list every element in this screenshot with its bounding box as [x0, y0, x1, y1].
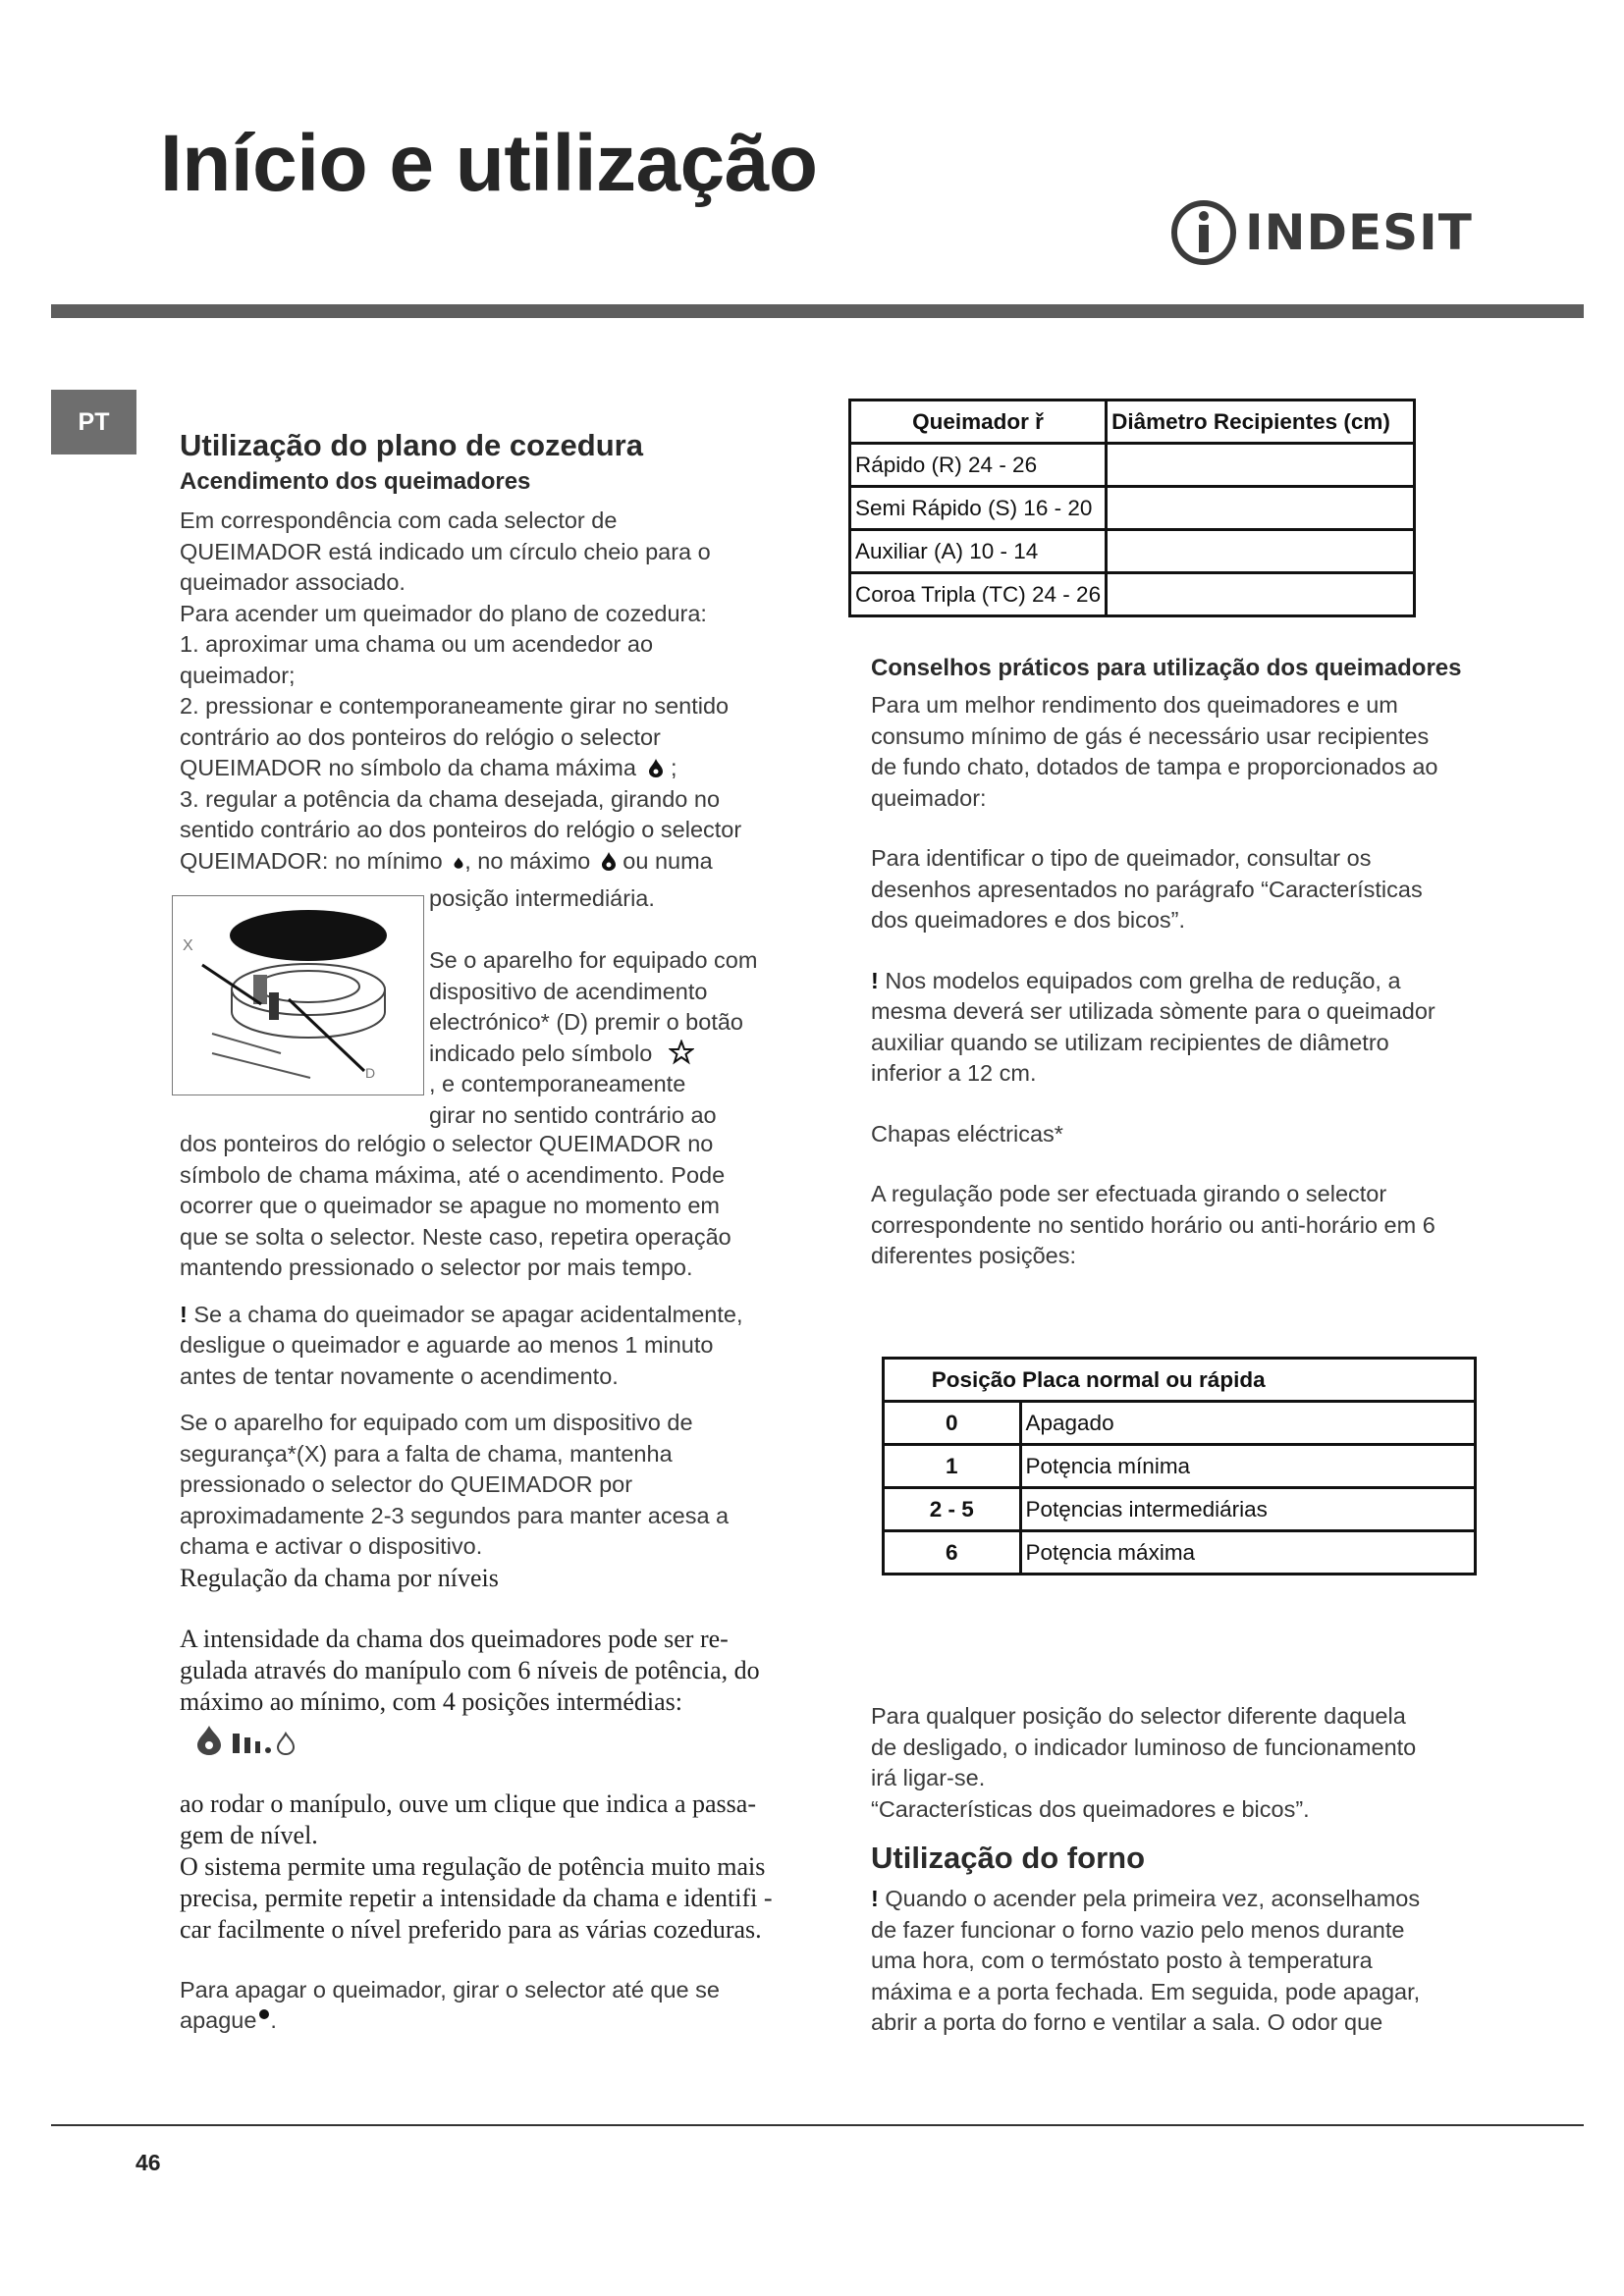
safety-line: pressionado o selector do QUEIMADOR por: [180, 1471, 633, 1497]
table-cell-empty: [1107, 530, 1415, 573]
oven-title: Utilização do forno: [871, 1841, 1145, 1875]
table-row: [850, 487, 1415, 530]
indicator-line: irá ligar-se.: [871, 1765, 986, 1790]
off-line: [180, 2005, 808, 2037]
step2-end-line: [180, 753, 808, 784]
brand-logo: [1168, 192, 1473, 271]
oven-line: uma hora, com o termóstato posto à temperatura: [871, 1948, 1373, 1973]
advice-line: de fundo chato, dotados de tampa e proporcionados ao: [871, 754, 1438, 779]
regulation-line-2: ao rodar o manípulo, ouve um clique que indica a passa-: [180, 1789, 756, 1818]
step3-min-text: QUEIMADOR: no mínimo: [180, 847, 443, 874]
table-row: [884, 1531, 1476, 1575]
regulation-line-2: O sistema permite uma regulação de potência muito mais: [180, 1851, 766, 1881]
identify-line: Para identificar o tipo de queimador, consultar os: [871, 845, 1372, 871]
table-cell-empty: [1107, 444, 1415, 487]
figure-text-line-icon: [429, 1039, 822, 1070]
page-number: 46: [135, 2150, 161, 2175]
safety-line: segurança*(X) para a falta de chama, mantenha: [180, 1440, 673, 1467]
step2-end-text: QUEIMADOR no símbolo da chama máxima: [180, 755, 636, 780]
off-text: apague: [180, 2007, 257, 2033]
figure-label-d: D: [365, 1065, 376, 1081]
section-title-hob: Utilização do plano de cozedura: [180, 428, 643, 462]
step3-or-text: ou numa: [623, 847, 713, 874]
grill-warning-line: inferior a 12 cm.: [871, 1060, 1037, 1086]
footer-rule: [51, 2124, 1584, 2126]
step2-semicolon: ;: [671, 755, 677, 780]
position-cell: 0: [884, 1402, 1021, 1445]
step3-max-text: , no máximo: [464, 847, 591, 874]
warning-mark-3: !: [871, 1886, 879, 1911]
indicator-line: de desligado, o indicador luminoso de funcionamento: [871, 1734, 1417, 1760]
max-flame-icon-2: [601, 851, 617, 871]
header-rule: [51, 304, 1584, 318]
advice-title: Conselhos práticos para utilização dos queimadores: [871, 655, 1462, 681]
intro-line: Para acender um queimador do plano de cozedura:: [180, 600, 707, 626]
oven-line: de fazer funcionar o forno vazio pelo menos durante: [871, 1916, 1405, 1943]
regulation-line-2: precisa, permite repetir a intensidade da chama e identifi -: [180, 1883, 773, 1912]
advice-line: queimador:: [871, 784, 987, 811]
step3-line: 3. regular a potência da chama desejada, girando no: [180, 785, 721, 812]
table-row: [850, 573, 1415, 616]
regulation-line: gulada através do manípulo com 6 níveis de potência, do: [180, 1655, 760, 1684]
burner-illustration-icon: [173, 896, 423, 1095]
identify-line: dos queimadores e dos bicos”.: [871, 907, 1186, 933]
page-title: Início e utilização: [160, 119, 818, 208]
figure-label-x: X: [183, 937, 193, 954]
off-dot-icon: [258, 2008, 270, 2020]
regulation-line-2: car facilmente o nível preferido para as várias cozeduras.: [180, 1914, 762, 1944]
off-period: .: [270, 2007, 277, 2033]
figure-text-line: dispositivo de acendimento: [429, 978, 708, 1004]
figure-text-symbol-label: indicado pelo símbolo: [429, 1040, 653, 1066]
burner-diameter-table: [848, 399, 1416, 617]
oven-line: abrir a porta do forno e ventilar a sala. O odor que: [871, 2009, 1383, 2035]
hotplate-regulation-line: A regulação pode ser efectuada girando o selector: [871, 1181, 1387, 1206]
regulation-line-2: gem de nível.: [180, 1820, 318, 1849]
body-line: que se solta o selector. Neste caso, repetira operação: [180, 1223, 731, 1250]
table-header-cell: Placa normal ou rápida: [1020, 1359, 1476, 1402]
step3-levels-line: [180, 846, 808, 878]
table-cell: Rápido (R) 24 - 26: [850, 444, 1107, 487]
body-line: ocorrer que o queimador se apague no momento em: [180, 1193, 720, 1218]
min-flame-icon: [453, 854, 464, 870]
warning-line: antes de tentar novamente o acendimento.: [180, 1362, 619, 1389]
warning-line: [180, 1300, 808, 1331]
burner-ignition-figure: [172, 895, 424, 1095]
spark-star-icon: [669, 1040, 694, 1065]
step3-line: sentido contrário ao dos ponteiros do relógio o selector: [180, 817, 742, 842]
hotplate-regulation-line: diferentes posições:: [871, 1243, 1077, 1268]
table-cell-empty: [1107, 573, 1415, 616]
grill-warning-text: Nos modelos equipados com grelha de redução, a: [878, 967, 1401, 993]
table-row: [884, 1402, 1476, 1445]
intro-line: contrário ao dos ponteiros do relógio o selector: [180, 723, 661, 750]
grill-warning-line: [871, 966, 1509, 997]
figure-text-line: electrónico* (D) premir o botão: [429, 1009, 743, 1035]
grill-warning-line: mesma deverá ser utilizada sòmente para o queimador: [871, 998, 1435, 1024]
table-cell-empty: [1107, 487, 1415, 530]
intro-line: 1. aproximar uma chama ou um acendedor ao: [180, 631, 654, 657]
table-row: [884, 1488, 1476, 1531]
table-row: [884, 1445, 1476, 1488]
body-line: dos ponteiros do relógio o selector QUEIMADOR no: [180, 1131, 714, 1156]
safety-line: chama e activar o dispositivo.: [180, 1533, 483, 1559]
table-cell: Auxiliar (A) 10 - 14: [850, 530, 1107, 573]
intro-line: queimador;: [180, 662, 296, 688]
hotplates-label: Chapas eléctricas*: [871, 1120, 1063, 1147]
figure-text-line: , e contemporaneamente: [429, 1071, 686, 1096]
advice-line: consumo mínimo de gás é necessário usar recipientes: [871, 722, 1430, 749]
oven-text: Quando o acender pela primeira vez, aconselhamos: [878, 1886, 1421, 1911]
figure-text-line: Se o aparelho for equipado com: [429, 947, 758, 973]
oven-line: [871, 1884, 1509, 1915]
table-row: [850, 530, 1415, 573]
max-flame-icon: [648, 758, 664, 777]
intro-line: 2. pressionar e contemporaneamente girar no sentido: [180, 693, 730, 719]
table-header-row: [850, 400, 1415, 444]
figure-side-text: [429, 883, 822, 1131]
table-cell: Coroa Tripla (TC) 24 - 26: [850, 573, 1107, 616]
flame-levels-icon: [195, 1722, 323, 1761]
position-table: [882, 1357, 1477, 1575]
position-cell: 1: [884, 1445, 1021, 1488]
safety-line: aproximadamente 2-3 segundos para manter acesa a: [180, 1502, 730, 1528]
intro-line: queimador associado.: [180, 569, 406, 595]
safety-line: Se o aparelho for equipado com um dispositivo de: [180, 1410, 693, 1435]
description-cell: Potęncias intermediárias: [1020, 1488, 1476, 1531]
regulation-line: máximo ao mínimo, com 4 posições intermédias:: [180, 1686, 682, 1716]
regulation-line: A intensidade da chama dos queimadores pode ser re-: [180, 1624, 729, 1653]
advice-line: Para um melhor rendimento dos queimadores e um: [871, 692, 1398, 718]
subsection-title-ignition: Acendimento dos queimadores: [180, 468, 531, 495]
indicator-line: “Características dos queimadores e bicos”.: [871, 1795, 1310, 1822]
description-cell: Potęncia mínima: [1020, 1445, 1476, 1488]
table-row: [850, 444, 1415, 487]
warning-line: desligue o queimador e aguarde ao menos 1 minuto: [180, 1332, 714, 1358]
left-column-lower: [180, 1129, 808, 2037]
regulation-heading: Regulação da chama por níveis: [180, 1563, 499, 1592]
right-column-lower: [871, 1701, 1509, 2039]
language-tab: PT: [51, 390, 136, 454]
figure-text-line: girar no sentido contrário ao: [429, 1101, 717, 1128]
off-line: Para apagar o queimador, girar o selector até que se: [180, 1976, 720, 2002]
table-header-cell: Queimador ř: [850, 400, 1107, 444]
warning-mark-2: !: [871, 967, 879, 993]
table-cell: Semi Rápido (S) 16 - 20: [850, 487, 1107, 530]
intro-line: Em correspondência com cada selector de: [180, 507, 618, 533]
left-column: [180, 426, 808, 877]
table-header-cell: Diâmetro Recipientes (cm): [1107, 400, 1415, 444]
body-line: símbolo de chama máxima, até o acendimento. Pode: [180, 1161, 726, 1188]
indicator-line: Para qualquer posição do selector diferente daquela: [871, 1703, 1406, 1729]
intro-line: QUEIMADOR está indicado um círculo cheio para o: [180, 538, 711, 564]
brand-wordmark: INDESIT: [1245, 204, 1473, 261]
table-header-cell: Posição: [884, 1359, 1021, 1402]
table-header-row: [884, 1359, 1476, 1402]
identify-line: desenhos apresentados no parágrafo “Características: [871, 876, 1423, 902]
flame-levels-row: [180, 1718, 808, 1767]
oven-line: máxima e a porta fechada. Em seguida, pode apagar,: [871, 1978, 1421, 2004]
right-column: [871, 652, 1509, 1272]
figure-text-line: [429, 915, 822, 946]
warning-text: Se a chama do queimador se apagar acidentalmente,: [187, 1301, 743, 1327]
grill-warning-line: auxiliar quando se utilizam recipientes de diâmetro: [871, 1029, 1389, 1055]
indesit-i-icon: [1168, 194, 1239, 271]
hotplate-regulation-line: correspondente no sentido horário ou anti-horário em 6: [871, 1211, 1435, 1238]
position-cell: 6: [884, 1531, 1021, 1575]
description-cell: Potęncia máxima: [1020, 1531, 1476, 1575]
position-cell: 2 - 5: [884, 1488, 1021, 1531]
figure-text-line: posição intermediária.: [429, 885, 655, 911]
warning-mark: !: [180, 1301, 188, 1327]
body-line: mantendo pressionado o selector por mais tempo.: [180, 1255, 693, 1280]
description-cell: Apagado: [1020, 1402, 1476, 1445]
